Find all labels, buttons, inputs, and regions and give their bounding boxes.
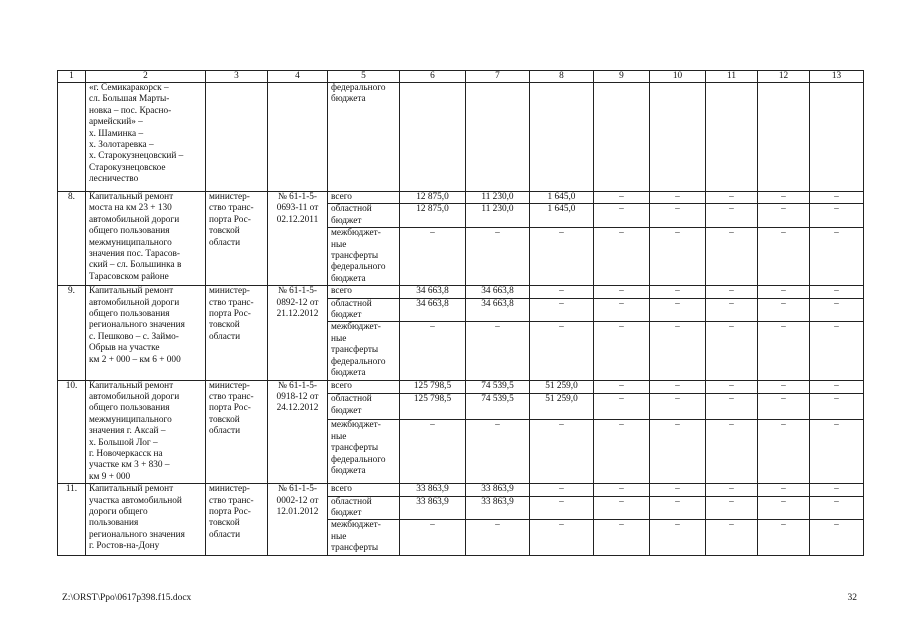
- continuation-num: [58, 83, 86, 192]
- table-row: [58, 192, 864, 204]
- amount-cell: –: [758, 192, 810, 204]
- amount-cell: –: [466, 420, 530, 484]
- amount-cell: –: [758, 520, 810, 555]
- object-name: Капитальный ремонт моста на км 23 + 130 автомобильной дороги общего пользования межмуниципального значения пос. Тарасов- ский – сл. Большинка в Тарасовском районе: [86, 192, 206, 286]
- amount-cell: –: [594, 420, 650, 484]
- amount-cell: –: [706, 520, 758, 555]
- amount-cell: 125 798,5: [400, 380, 466, 394]
- amount-cell: 125 798,5: [400, 394, 466, 420]
- funding-source: областной бюджет: [328, 394, 400, 420]
- amount-cell: –: [650, 192, 706, 204]
- amount-cell: –: [706, 496, 758, 520]
- amount-cell: –: [530, 520, 594, 555]
- amount-cell: –: [706, 204, 758, 228]
- amount-cell: –: [706, 394, 758, 420]
- amount-cell: –: [594, 380, 650, 394]
- funding-source: межбюджет- ные трансферты федерального бюджета: [328, 322, 400, 380]
- amount-cell: –: [706, 420, 758, 484]
- column-header: 3: [206, 71, 268, 83]
- amount-cell: –: [594, 228, 650, 286]
- amount-cell: 1 645,0: [530, 192, 594, 204]
- column-header: 2: [86, 71, 206, 83]
- amount-cell: –: [594, 286, 650, 298]
- amount-cell: 33 863,9: [466, 484, 530, 496]
- amount-cell: 11 230,0: [466, 204, 530, 228]
- amount-cell: 34 663,8: [400, 298, 466, 322]
- column-header: 10: [650, 71, 706, 83]
- amount-cell: 34 663,8: [400, 286, 466, 298]
- funding-source: межбюджет- ные трансферты федерального бюджета: [328, 420, 400, 484]
- funding-source: всего: [328, 286, 400, 298]
- column-header: 7: [466, 71, 530, 83]
- amount-cell: –: [594, 204, 650, 228]
- amount-cell: –: [650, 484, 706, 496]
- amount-cell: –: [758, 496, 810, 520]
- amount-cell: –: [758, 322, 810, 380]
- amount-cell: –: [594, 322, 650, 380]
- amount-cell: –: [758, 394, 810, 420]
- funding-source: областной бюджет: [328, 204, 400, 228]
- amount-cell: –: [400, 520, 466, 555]
- column-header: 8: [530, 71, 594, 83]
- continuation-row: [58, 83, 864, 192]
- amount-cell: –: [706, 298, 758, 322]
- amount-cell: –: [594, 192, 650, 204]
- column-header: 12: [758, 71, 810, 83]
- document-number: № 61-1-5- 0002-12 от 12.01.2012: [268, 484, 328, 555]
- amount-cell: –: [530, 322, 594, 380]
- amount-cell: –: [810, 228, 864, 286]
- amount-cell: –: [706, 286, 758, 298]
- object-name: Капитальный ремонт автомобильной дороги общего пользования регионального значения с. Пешково – с. Займо- Обрыв на участке км 2 + 000 – км 6 + 000: [86, 286, 206, 380]
- continuation-source: федерального бюджета: [328, 83, 400, 192]
- amount-cell: –: [650, 394, 706, 420]
- customer-org: министер- ство транс- порта Рос- товской области: [206, 380, 268, 484]
- amount-cell: –: [466, 322, 530, 380]
- amount-cell: 51 259,0: [530, 380, 594, 394]
- amount-cell: –: [810, 380, 864, 394]
- amount-cell: –: [810, 520, 864, 555]
- amount-cell: –: [758, 380, 810, 394]
- column-header: 5: [328, 71, 400, 83]
- amount-cell: –: [650, 204, 706, 228]
- document-number: № 61-1-5- 0693-11 от 02.12.2011: [268, 192, 328, 286]
- amount-cell: –: [706, 380, 758, 394]
- column-header: 1: [58, 71, 86, 83]
- amount-cell: –: [594, 394, 650, 420]
- funding-source: всего: [328, 380, 400, 394]
- amount-cell: –: [758, 298, 810, 322]
- amount-cell: –: [706, 322, 758, 380]
- amount-cell: –: [400, 228, 466, 286]
- customer-org: министер- ство транс- порта Рос- товской области: [206, 286, 268, 380]
- amount-cell: –: [758, 420, 810, 484]
- amount-cell: 11 230,0: [466, 192, 530, 204]
- amount-cell: –: [758, 484, 810, 496]
- amount-cell: 34 663,8: [466, 286, 530, 298]
- continuation-name: «г. Семикаракорск – сл. Большая Марты- новка – пос. Красно- армейский» – х. Шаминка – х. Золотаревка – х. Старокузнецовский – Старокузнецовское лесничество: [86, 83, 206, 192]
- funding-source: межбюджет- ные трансферты: [328, 520, 400, 555]
- amount-cell: –: [810, 394, 864, 420]
- amount-cell: –: [466, 228, 530, 286]
- amount-cell: –: [530, 286, 594, 298]
- amount-cell: –: [650, 520, 706, 555]
- amount-cell: –: [650, 228, 706, 286]
- amount-cell: –: [594, 496, 650, 520]
- amount-cell: –: [650, 380, 706, 394]
- table-row: [58, 380, 864, 394]
- budget-table: [57, 70, 864, 556]
- amount-cell: –: [650, 496, 706, 520]
- amount-cell: –: [530, 298, 594, 322]
- column-header: 6: [400, 71, 466, 83]
- amount-cell: –: [810, 286, 864, 298]
- row-number: 8.: [58, 192, 86, 286]
- amount-cell: –: [810, 484, 864, 496]
- amount-cell: –: [650, 286, 706, 298]
- customer-org: министер- ство транс- порта Рос- товской области: [206, 484, 268, 555]
- row-number: 9.: [58, 286, 86, 380]
- amount-cell: 74 539,5: [466, 394, 530, 420]
- amount-cell: –: [706, 484, 758, 496]
- row-number: 10.: [58, 380, 86, 484]
- amount-cell: 74 539,5: [466, 380, 530, 394]
- amount-cell: 33 863,9: [400, 496, 466, 520]
- amount-cell: –: [810, 420, 864, 484]
- amount-cell: –: [530, 496, 594, 520]
- amount-cell: –: [530, 420, 594, 484]
- amount-cell: –: [706, 192, 758, 204]
- amount-cell: –: [400, 420, 466, 484]
- amount-cell: 33 863,9: [400, 484, 466, 496]
- column-header-row: [58, 71, 864, 83]
- table-row: [58, 286, 864, 298]
- amount-cell: –: [810, 496, 864, 520]
- amount-cell: –: [758, 228, 810, 286]
- amount-cell: –: [650, 298, 706, 322]
- amount-cell: –: [706, 228, 758, 286]
- amount-cell: –: [650, 420, 706, 484]
- column-header: 9: [594, 71, 650, 83]
- file-path: Z:\ORST\Ppo\0617p398.f15.docx: [62, 593, 192, 603]
- object-name: Капитальный ремонт автомобильной дороги общего пользования межмуниципального значения г. Аксай – х. Большой Лог – г. Новочеркасск на участке км 3 + 830 – км 9 + 000: [86, 380, 206, 484]
- amount-cell: 51 259,0: [530, 394, 594, 420]
- amount-cell: –: [758, 204, 810, 228]
- column-header: 13: [810, 71, 864, 83]
- amount-cell: –: [758, 286, 810, 298]
- amount-cell: –: [400, 322, 466, 380]
- document-number: № 61-1-5- 0918-12 от 24.12.2012: [268, 380, 328, 484]
- column-header: 4: [268, 71, 328, 83]
- amount-cell: –: [810, 192, 864, 204]
- amount-cell: 12 875,0: [400, 192, 466, 204]
- amount-cell: 12 875,0: [400, 204, 466, 228]
- page-number: 32: [847, 593, 857, 603]
- document-number: № 61-1-5- 0892-12 от 21.12.2012: [268, 286, 328, 380]
- amount-cell: 33 863,9: [466, 496, 530, 520]
- amount-cell: –: [466, 520, 530, 555]
- amount-cell: –: [594, 520, 650, 555]
- amount-cell: –: [810, 322, 864, 380]
- row-number: 11.: [58, 484, 86, 555]
- funding-source: областной бюджет: [328, 298, 400, 322]
- customer-org: министер- ство транс- порта Рос- товской области: [206, 192, 268, 286]
- table-row: [58, 484, 864, 496]
- funding-source: областной бюджет: [328, 496, 400, 520]
- amount-cell: 1 645,0: [530, 204, 594, 228]
- object-name: Капитальный ремонт участка автомобильной дороги общего пользования регионального значения г. Ростов-на-Дону: [86, 484, 206, 555]
- amount-cell: –: [650, 322, 706, 380]
- amount-cell: –: [810, 204, 864, 228]
- funding-source: всего: [328, 192, 400, 204]
- funding-source: межбюджет- ные трансферты федерального бюджета: [328, 228, 400, 286]
- amount-cell: –: [594, 484, 650, 496]
- amount-cell: –: [530, 484, 594, 496]
- amount-cell: 34 663,8: [466, 298, 530, 322]
- funding-source: всего: [328, 484, 400, 496]
- amount-cell: –: [810, 298, 864, 322]
- column-header: 11: [706, 71, 758, 83]
- amount-cell: –: [594, 298, 650, 322]
- amount-cell: –: [530, 228, 594, 286]
